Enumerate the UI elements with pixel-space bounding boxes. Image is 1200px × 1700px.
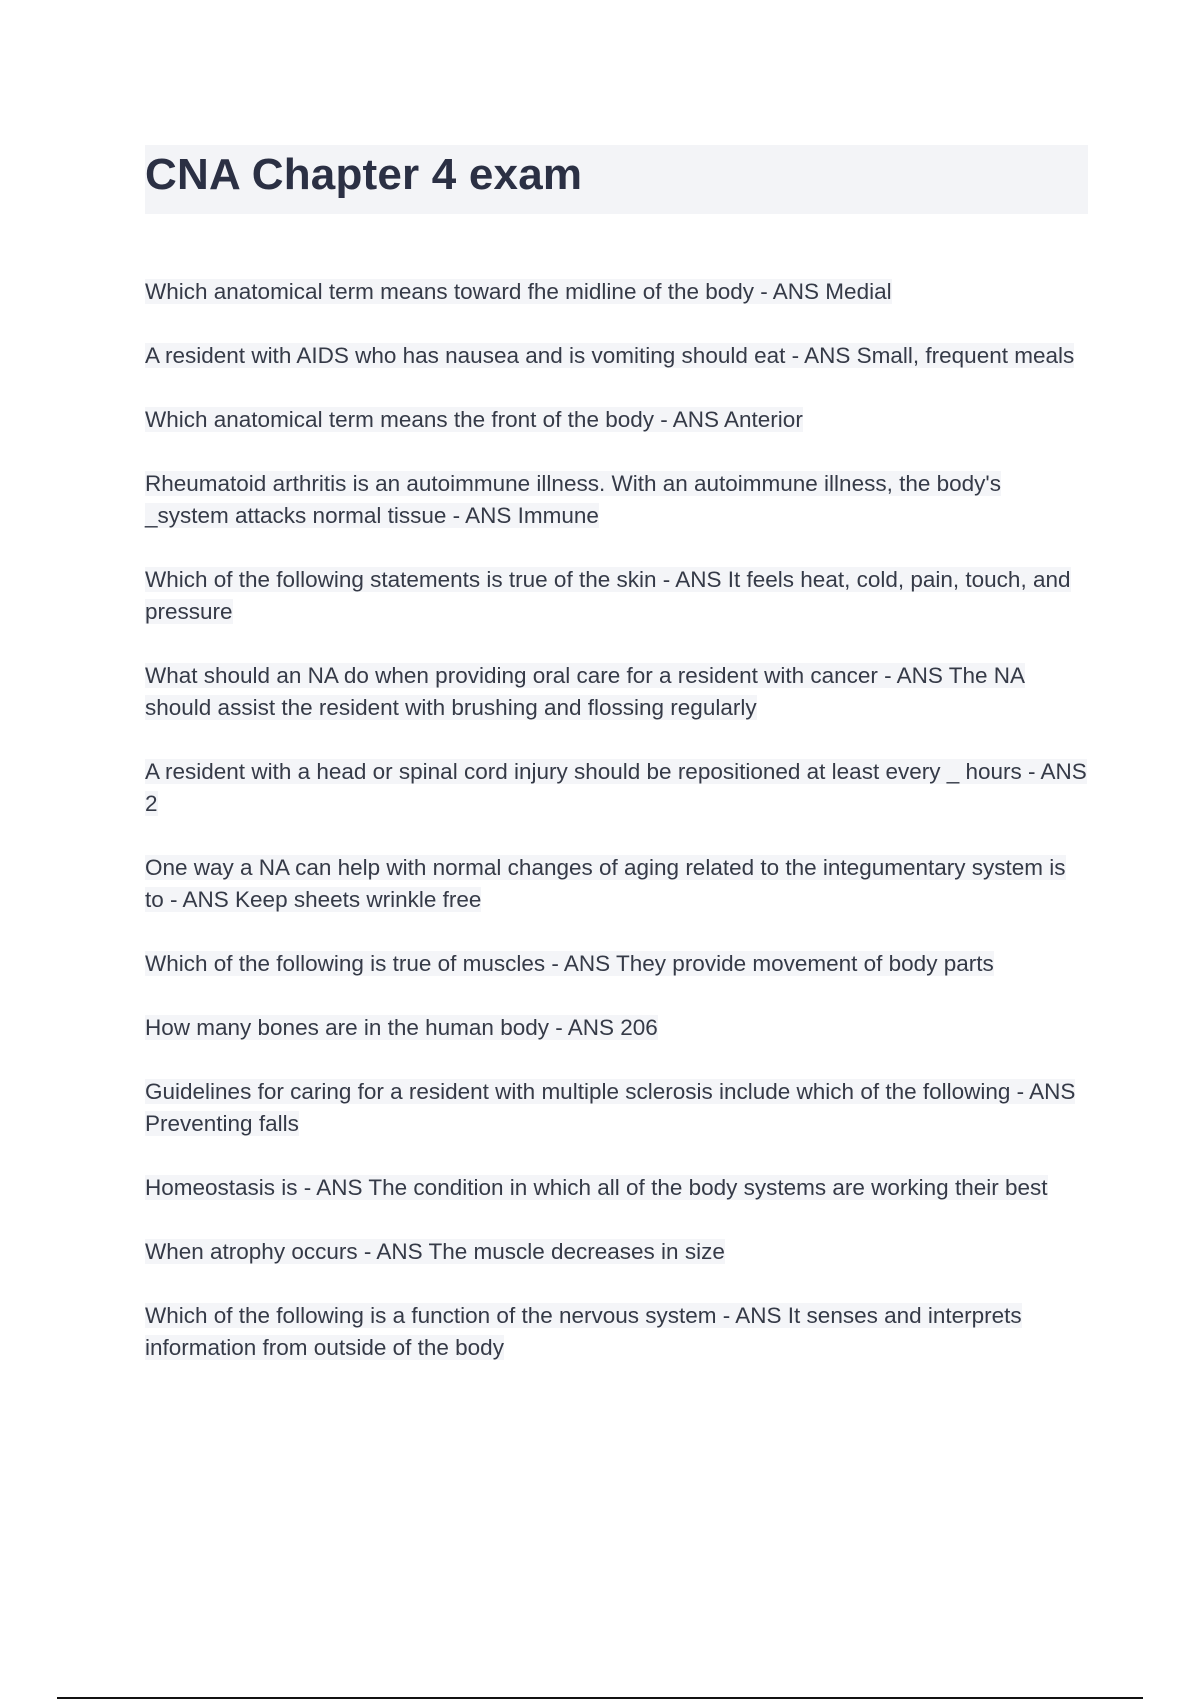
question-answer-text: Which anatomical term means toward fhe midline of the body - ANS Medial: [145, 279, 892, 304]
question-answer-item: [145, 1172, 1090, 1204]
question-answer-item: [145, 852, 1090, 916]
title-banner: [145, 145, 1088, 214]
question-answer-text: Which of the following statements is true of the skin - ANS It feels heat, cold, pain, touch, and pressure: [145, 567, 1071, 624]
question-answer-item: [145, 1012, 1090, 1044]
question-answer-item: [145, 660, 1090, 724]
question-answer-text: A resident with AIDS who has nausea and is vomiting should eat - ANS Small, frequent meals: [145, 343, 1075, 368]
question-answer-item: [145, 404, 1090, 436]
question-answer-item: [145, 1076, 1090, 1140]
question-answer-text: Guidelines for caring for a resident with multiple sclerosis include which of the following - ANS Preventing falls: [145, 1079, 1076, 1136]
question-answer-item: [145, 340, 1090, 372]
question-answer-text: What should an NA do when providing oral care for a resident with cancer - ANS The NA should assist the resident with brushing and flossing regularly: [145, 663, 1026, 720]
question-answer-item: [145, 948, 1090, 980]
question-answer-text: When atrophy occurs - ANS The muscle decreases in size: [145, 1239, 725, 1264]
question-answer-item: [145, 276, 1090, 308]
footer-divider: [57, 1697, 1143, 1699]
question-answer-text: How many bones are in the human body - ANS 206: [145, 1015, 658, 1040]
question-answer-list: [145, 276, 1090, 1396]
question-answer-text: A resident with a head or spinal cord injury should be repositioned at least every _ hours - ANS 2: [145, 759, 1087, 816]
question-answer-text: Which anatomical term means the front of the body - ANS Anterior: [145, 407, 803, 432]
question-answer-item: [145, 756, 1090, 820]
question-answer-text: Rheumatoid arthritis is an autoimmune illness. With an autoimmune illness, the body's _system attacks normal tissue - ANS Immune: [145, 471, 1001, 528]
question-answer-text: Which of the following is a function of the nervous system - ANS It senses and interprets information from outside of the body: [145, 1303, 1022, 1360]
question-answer-item: [145, 564, 1090, 628]
page-title: CNA Chapter 4 exam: [145, 150, 583, 199]
question-answer-text: Which of the following is true of muscles - ANS They provide movement of body parts: [145, 951, 994, 976]
question-answer-text: One way a NA can help with normal changes of aging related to the integumentary system is to - ANS Keep sheets wrinkle free: [145, 855, 1066, 912]
question-answer-item: [145, 1300, 1090, 1364]
question-answer-item: [145, 468, 1090, 532]
question-answer-item: [145, 1236, 1090, 1268]
question-answer-text: Homeostasis is - ANS The condition in which all of the body systems are working their best: [145, 1175, 1048, 1200]
